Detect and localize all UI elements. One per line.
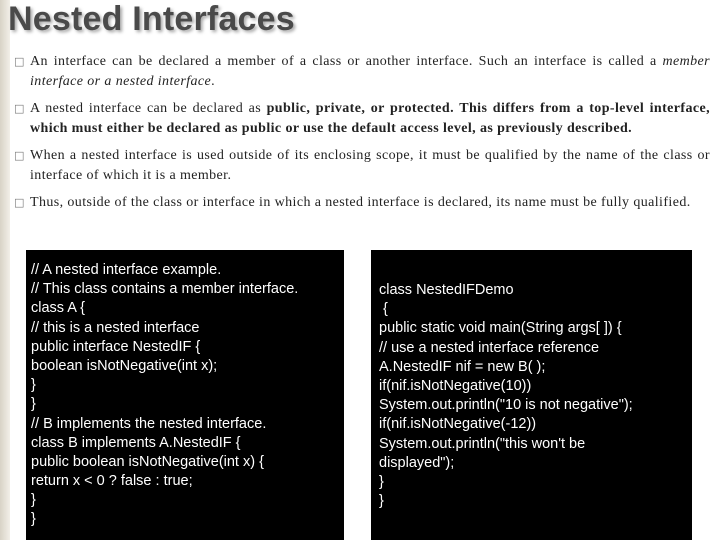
code-line: boolean isNotNegative(int x);: [31, 357, 218, 374]
bullet-segment: An interface can be declared a member of a class or another interface. Such an interface is called a: [30, 54, 663, 69]
bullet-item: [14, 146, 710, 186]
bullet-item: [14, 193, 710, 213]
code-line: if(nif.isNotNegative(10)): [379, 377, 532, 394]
code-line: // use a nested interface reference: [379, 339, 600, 356]
bullet-segment: When a nested interface is used outside of its enclosing scope, it must be qualified by the name of the class or interface of which it is a member.: [30, 148, 710, 183]
code-line: System.out.println("10 is not negative");: [379, 397, 633, 414]
code-line: // B implements the nested interface.: [31, 415, 267, 432]
bullet-segment: public, private, or protected: [266, 101, 451, 116]
box-bullet-icon: □: [14, 196, 25, 209]
decorative-left-stripe: [0, 0, 10, 540]
bullet-segment: . This differs from a top-level interface, which must either be declared: [30, 101, 710, 136]
code-line: // This class contains a member interface.: [31, 281, 299, 298]
code-block-right: [371, 250, 692, 540]
code-line: }: [31, 492, 36, 509]
code-line: if(nif.isNotNegative(-12)): [379, 416, 537, 433]
bullet-text: [30, 99, 710, 139]
code-block-left: [26, 250, 344, 540]
bullet-text: [30, 193, 710, 213]
bullet-segment: A nested interface can be declared as: [30, 101, 267, 116]
bullet-text: [30, 146, 710, 186]
bullet-list: [14, 52, 710, 220]
code-line: public interface NestedIF {: [31, 338, 201, 355]
code-line: }: [31, 377, 36, 394]
bullet-item: [14, 99, 710, 139]
slide-title: Nested Interfaces: [8, 0, 295, 38]
bullet-item: [14, 52, 710, 92]
code-line: }: [31, 396, 36, 413]
bullet-segment: Thus, outside of the class or interface in which a nested interface is declared, its name must be fully qualified.: [30, 195, 691, 210]
box-bullet-icon: □: [14, 149, 25, 162]
code-line: public static void main(String args[ ]) {: [379, 320, 622, 337]
code-line: }: [31, 511, 36, 528]
code-line: A.NestedIF nif = new B( );: [379, 358, 546, 375]
code-line: class A {: [31, 300, 86, 317]
bullet-segment: .: [211, 74, 216, 89]
code-line: }: [379, 473, 384, 490]
bullet-segment: member interface or a nested interface: [30, 54, 710, 89]
bullet-segment: as public or use the default access level, as previously described.: [224, 121, 633, 136]
code-line: // A nested interface example.: [31, 262, 222, 278]
code-line: displayed");: [379, 454, 455, 471]
code-line: System.out.println("this won't be: [379, 435, 586, 452]
code-line: }: [379, 493, 384, 510]
code-line: // this is a nested interface: [31, 319, 200, 336]
bullet-text: [30, 52, 710, 92]
code-line: public boolean isNotNegative(int x) {: [31, 453, 264, 470]
code-line: return x < 0 ? false : true;: [31, 473, 193, 490]
code-line: {: [379, 301, 388, 318]
code-line: class B implements A.NestedIF {: [31, 434, 241, 451]
box-bullet-icon: □: [14, 102, 25, 115]
box-bullet-icon: □: [14, 55, 25, 68]
code-line: class NestedIFDemo: [379, 282, 514, 298]
